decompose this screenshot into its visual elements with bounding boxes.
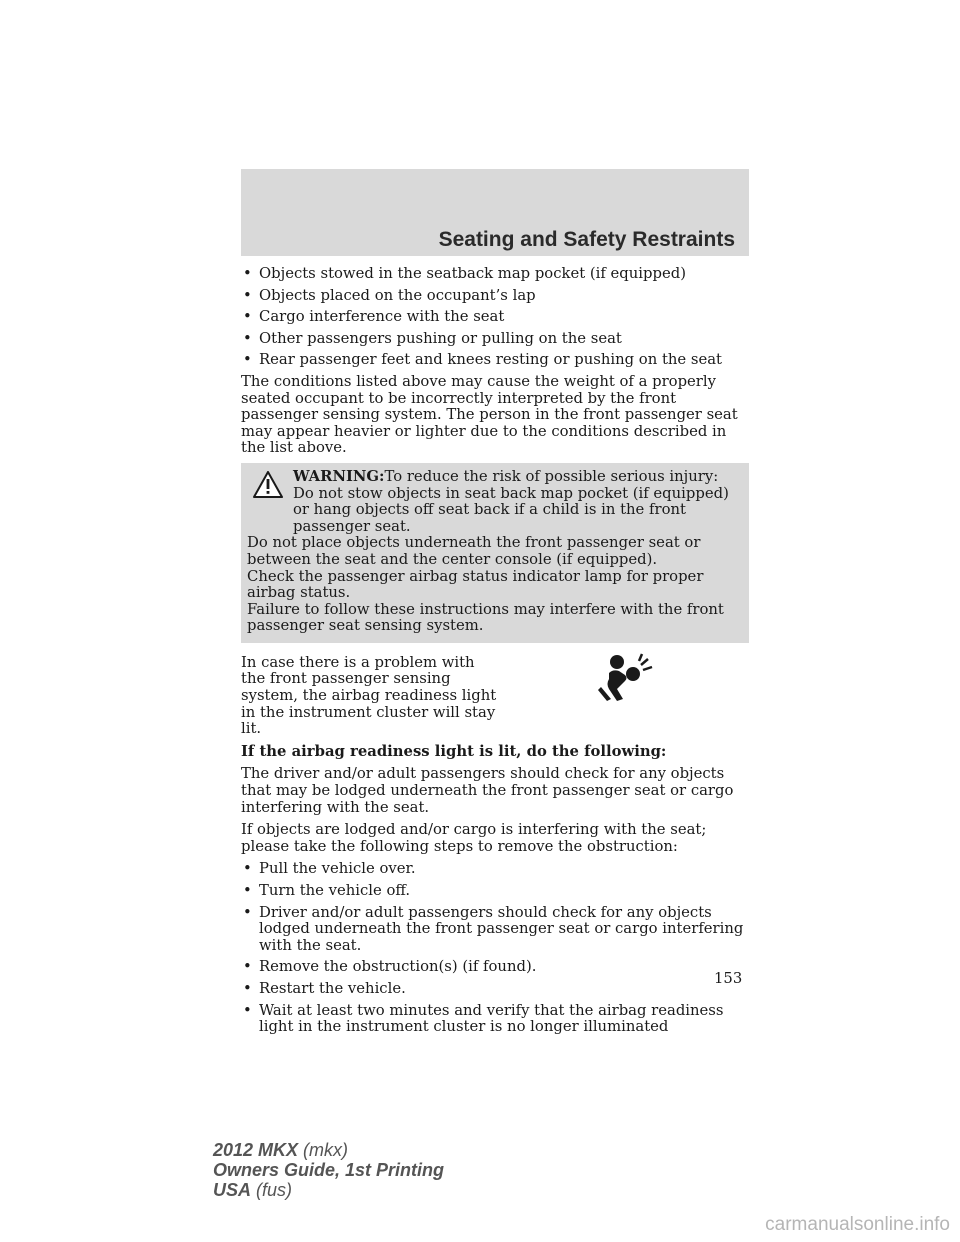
footer	[213, 1140, 444, 1200]
footer-region-code: (fus)	[251, 1180, 293, 1200]
conditions-paragraph: The conditions listed above may cause the weight of a properly seated occupant to be incorrectly interpreted by the front passenger sensing system. The person in the front passenger seat may appear heavier or lighter due to the conditions described in the list above.	[241, 372, 738, 457]
list-item: • Restart the vehicle.	[241, 981, 749, 998]
footer-region: USA	[213, 1180, 252, 1200]
warning-line: Failure to follow these instructions may interfere with the front passenger seat sensing system.	[247, 600, 724, 635]
footer-printing: Owners Guide, 1st Printing	[213, 1160, 445, 1180]
list-item: • Driver and/or adult passengers should check for any objects lodged underneath the front passenger seat or cargo interfering with the seat.	[241, 905, 749, 955]
warning-box	[241, 463, 749, 643]
warning-line: Do not stow objects in seat back map pocket (if equipped) or hang objects off seat back if a child is in the front passenger seat.	[293, 484, 729, 535]
warning-triangle-icon	[253, 471, 283, 498]
warning-intro: To reduce the risk of possible serious injury:	[384, 467, 719, 485]
page-content	[241, 266, 749, 1041]
warning-heading-line	[247, 469, 743, 486]
warning-line: Check the passenger airbag status indicator lamp for proper airbag status.	[247, 567, 704, 602]
list-item: • Cargo interference with the seat	[241, 309, 749, 326]
airbag-readiness-icon	[595, 653, 655, 703]
watermark: carmanualsonline.info	[765, 1214, 950, 1235]
list-item: • Rear passenger feet and knees resting or pushing on the seat	[241, 352, 749, 369]
list-item: • Pull the vehicle over.	[241, 861, 749, 878]
footer-model: 2012 MKX	[213, 1140, 299, 1160]
list-item: • Objects placed on the occupant’s lap	[241, 288, 749, 305]
section-header-band	[241, 169, 749, 256]
indicator-section	[241, 655, 749, 738]
check-paragraph: The driver and/or adult passengers should check for any objects that may be lodged underneath the front passenger seat or cargo interfering with the seat.	[241, 765, 734, 816]
steps-intro: If objects are lodged and/or cargo is interfering with the seat; please take the following steps to remove the obstruction:	[241, 821, 707, 855]
list-item: • Objects stowed in the seatback map pocket (if equipped)	[241, 266, 749, 283]
lit-heading: If the airbag readiness light is lit, do the following:	[241, 742, 667, 760]
interference-list	[241, 266, 749, 369]
footer-model-code: (mkx)	[298, 1140, 349, 1160]
list-item: • Wait at least two minutes and verify that the airbag readiness light in the instrument cluster is no longer illuminated	[241, 1003, 749, 1036]
list-item: • Turn the vehicle off.	[241, 883, 749, 900]
footer-line-region	[213, 1180, 444, 1200]
section-title: Seating and Safety Restraints	[438, 228, 735, 251]
list-item: • Remove the obstruction(s) (if found).	[241, 959, 749, 976]
list-item: • Other passengers pushing or pulling on the seat	[241, 331, 749, 348]
indicator-paragraph: In case there is a problem with the front passenger sensing system, the airbag readiness light in the instrument cluster will stay lit.	[241, 653, 497, 738]
warning-label: WARNING:	[293, 467, 385, 485]
footer-line-model	[213, 1140, 444, 1160]
warning-line: Do not place objects underneath the front passenger seat or between the seat and the center console (if equipped).	[247, 534, 701, 568]
page-number: 153	[714, 970, 743, 987]
steps-list	[241, 861, 749, 1035]
